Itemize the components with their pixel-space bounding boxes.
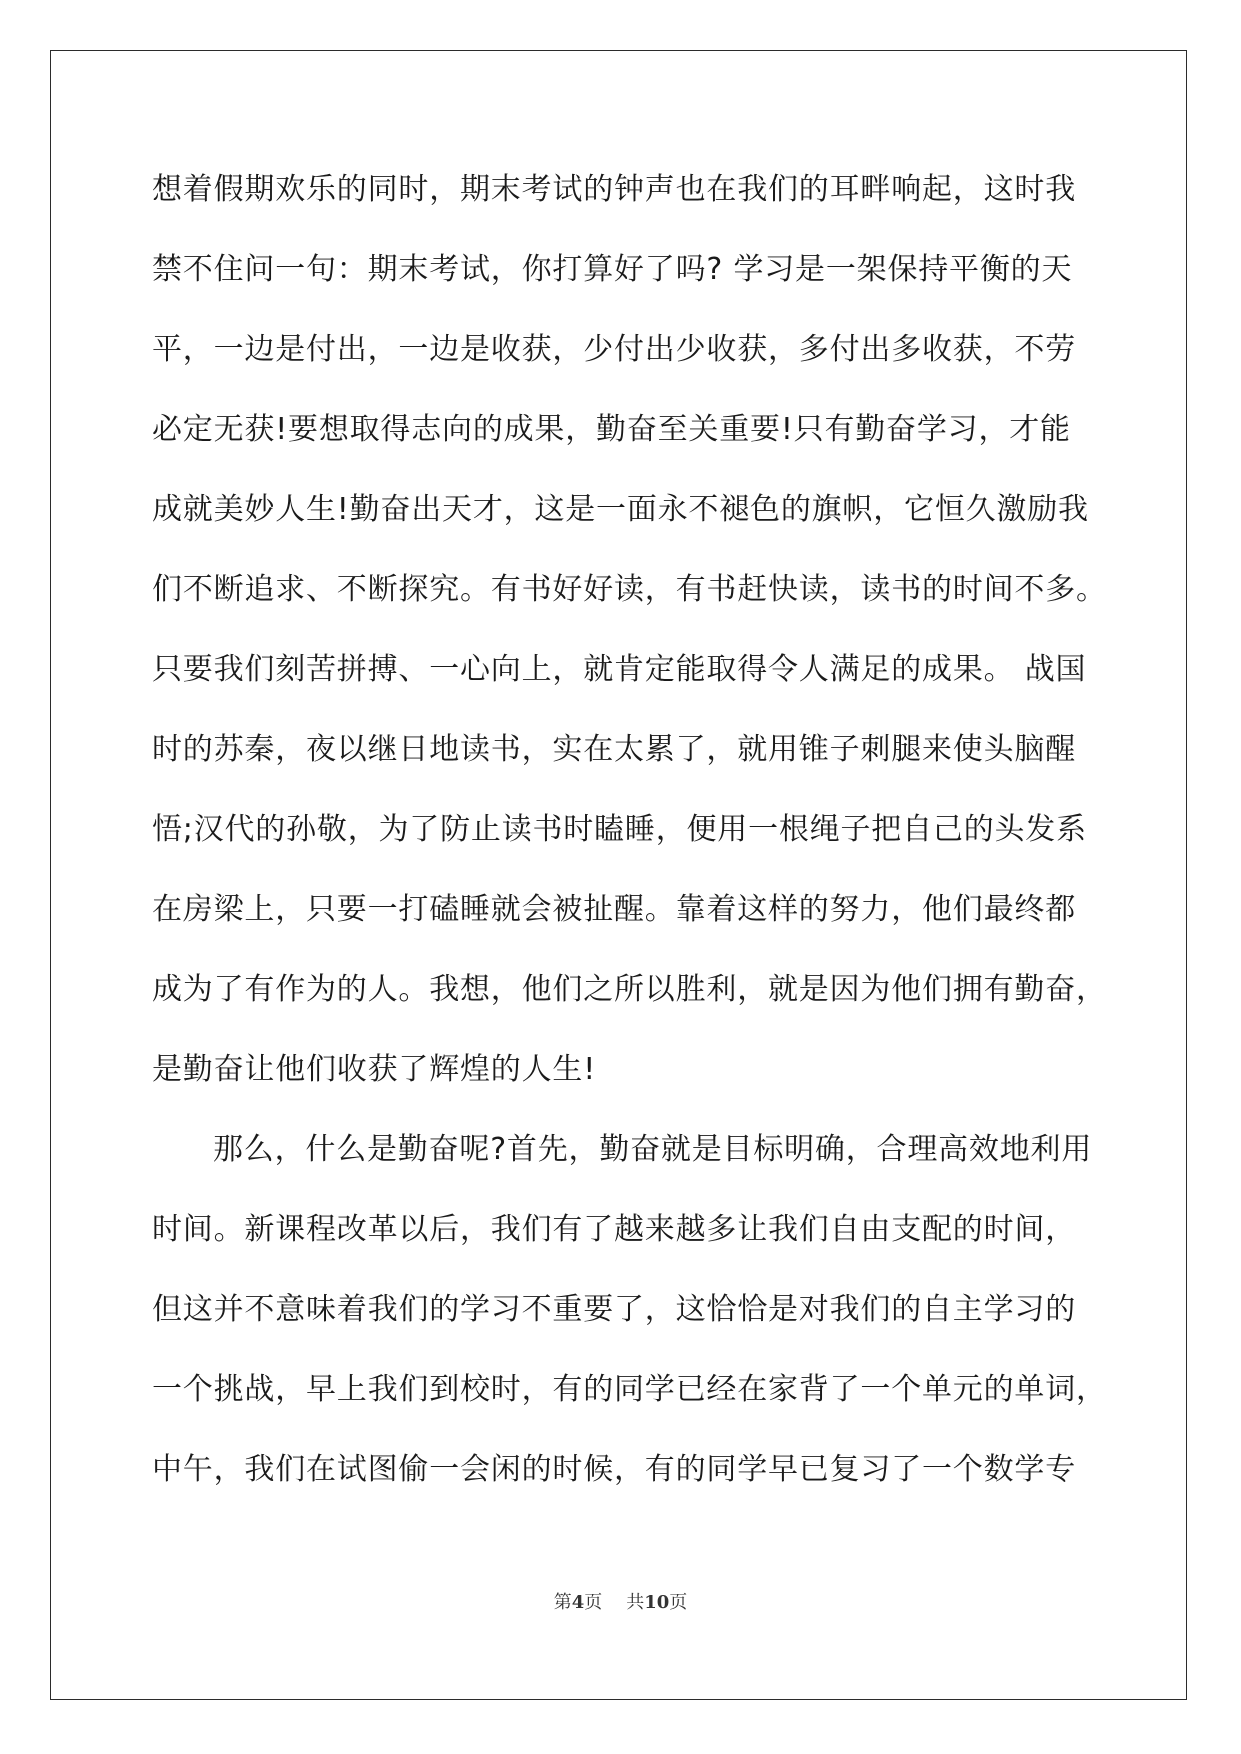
text-line: 悟;汉代的孙敬，为了防止读书时瞌睡，便用一根绳子把自己的头发系 (152, 812, 1087, 847)
text-line: 中午，我们在试图偷一会闲的时候，有的同学早已复习了一个数学专 (152, 1452, 1076, 1487)
text-line: 平，一边是付出，一边是收获，少付出少收获，多付出多收获，不劳 (152, 332, 1076, 367)
document-body (152, 165, 1107, 1525)
text-line: 在房梁上，只要一打磕睡就会被扯醒。靠着这样的努力，他们最终都 (152, 892, 1076, 927)
text-line: 必定无获!要想取得志向的成果，勤奋至关重要!只有勤奋学习，才能 (152, 412, 1071, 447)
total-prefix: 共 (626, 1592, 645, 1613)
text-line: 时间。新课程改革以后，我们有了越来越多让我们自由支配的时间， (152, 1212, 1076, 1247)
text-line: 们不断追求、不断探究。有书好好读，有书赶快读，读书的时间不多。 (152, 572, 1107, 607)
text-line: 想着假期欢乐的同时，期末考试的钟声也在我们的耳畔响起，这时我 (152, 172, 1076, 207)
text-line: 只要我们刻苦拼搏、一心向上，就肯定能取得令人满足的成果。 战国 (152, 652, 1087, 687)
text-line: 成为了有作为的人。我想，他们之所以胜利，就是因为他们拥有勤奋， (152, 972, 1107, 1007)
text-line: 是勤奋让他们收获了辉煌的人生! (152, 1052, 597, 1087)
text-line: 一个挑战，早上我们到校时，有的同学已经在家背了一个单元的单词， (152, 1372, 1107, 1407)
text-line: 时的苏秦，夜以继日地读书，实在太累了，就用锥子刺腿来使头脑醒 (152, 732, 1076, 767)
text-line: 成就美妙人生!勤奋出天才，这是一面永不褪色的旗帜，它恒久激励我 (152, 492, 1089, 527)
paragraph-first-line: 那么，什么是勤奋呢?首先，勤奋就是目标明确，合理高效地利用 (213, 1132, 1093, 1167)
page-number: 4 (571, 1592, 585, 1613)
total-suffix: 页 (669, 1592, 688, 1613)
text-line: 但这并不意味着我们的学习不重要了，这恰恰是对我们的自主学习的 (152, 1292, 1076, 1327)
total-pages: 10 (644, 1592, 670, 1613)
page-prefix: 第 (553, 1592, 572, 1613)
page-suffix: 页 (584, 1592, 603, 1613)
text-line: 禁不住问一句：期末考试，你打算好了吗? 学习是一架保持平衡的天 (152, 252, 1073, 287)
page-footer (0, 1588, 1241, 1614)
